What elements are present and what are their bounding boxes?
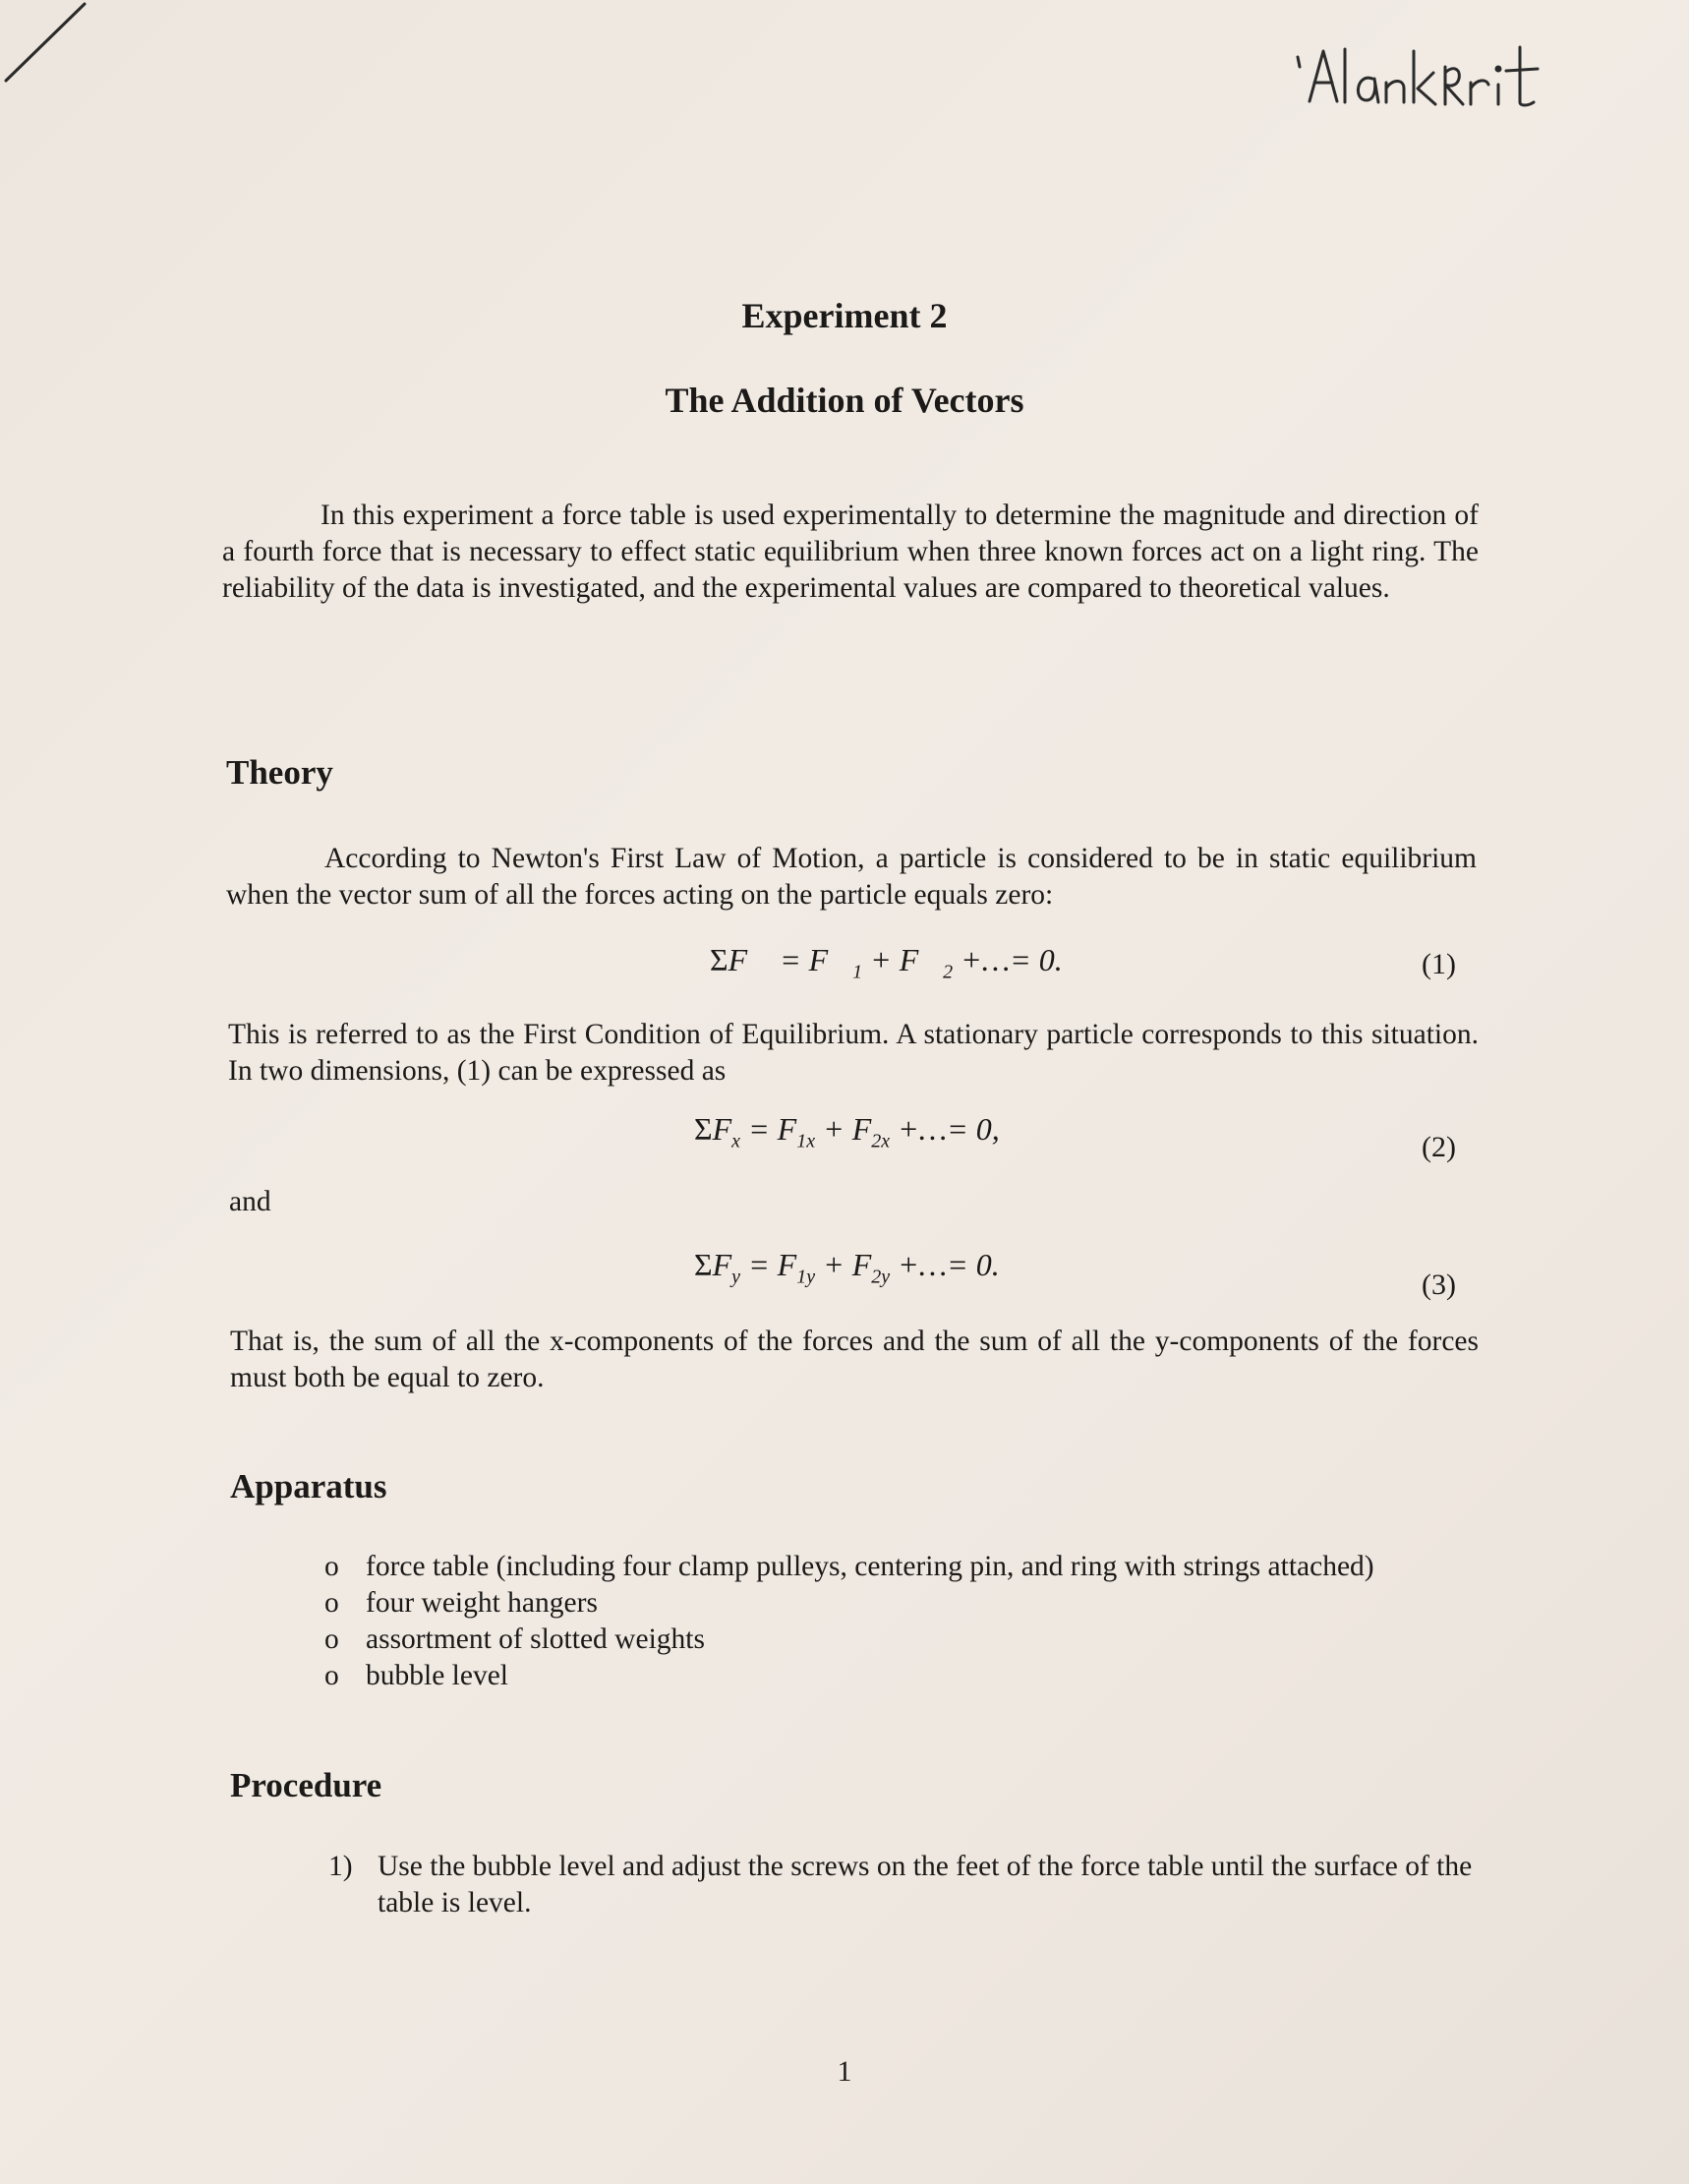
equation-3: $\Sigma F_y = F_{1y} + F_{2y}$ +…= 0. [694,1247,1000,1288]
procedure-heading: Procedure [230,1766,382,1804]
bullet-marker: o [324,1587,339,1619]
equation-1-label: (1) [1422,948,1456,980]
apparatus-item: o assortment of slotted weights [324,1622,1504,1658]
apparatus-heading: Apparatus [230,1467,387,1505]
theory-paragraph-1: According to Newton's First Law of Motion, a particle is considered to be in static equilibrium when the vector sum of all the forces acting on the particle equals zero: [226,843,1477,911]
bullet-marker: o [324,1660,339,1691]
equation-2-label: (2) [1422,1131,1456,1163]
theory-paragraph-2: This is referred to as the First Condition of Equilibrium. A stationary particle corresponds to this situation. In two dimensions, (1) can be expressed as [228,1019,1479,1087]
bullet-marker: o [324,1623,339,1655]
procedure-step-number: 1) [328,1851,353,1882]
intro-paragraph: In this experiment a force table is used experimentally to determine the magnitude and direction of a fourth force that is necessary to effect static equilibrium when three known forces act on a light ring. The reliability of the data is investigated, and the experimental values are compared to theoretical values. [222,500,1479,604]
experiment-title: Experiment 2 [741,296,948,335]
bullet-marker: o [324,1551,339,1582]
theory-heading: Theory [226,753,333,792]
equation-3-label: (3) [1422,1269,1456,1301]
apparatus-item: o bubble level [324,1658,1504,1694]
pen-stroke-mark [0,0,98,98]
and-text: and [229,1186,271,1217]
procedure-step-text: Use the bubble level and adjust the screws on the feet of the force table until the surface of the table is level. [378,1851,1473,1918]
theory-paragraph-3: That is, the sum of all the x-components of the forces and the sum of all the y-components of the forces must both be equal to zero. [230,1326,1479,1393]
apparatus-item: o force table (including four clamp pulleys, centering pin, and ring with strings attached) [324,1549,1504,1585]
apparatus-item: o four weight hangers [324,1585,1504,1622]
procedure-step [328,1849,1479,1921]
handwritten-signature [1288,28,1563,136]
page-number: 1 [837,2055,852,2088]
equation-1: ΣF⃗ = $F⃗_1$ + $F⃗_2$ +…= 0. [710,942,1063,983]
equation-2: $\Sigma F_x = F_{1x} + F_{2x}$ +…= 0, [694,1111,1000,1152]
apparatus-list [324,1549,1504,1694]
document-subtitle: The Addition of Vectors [665,381,1024,420]
